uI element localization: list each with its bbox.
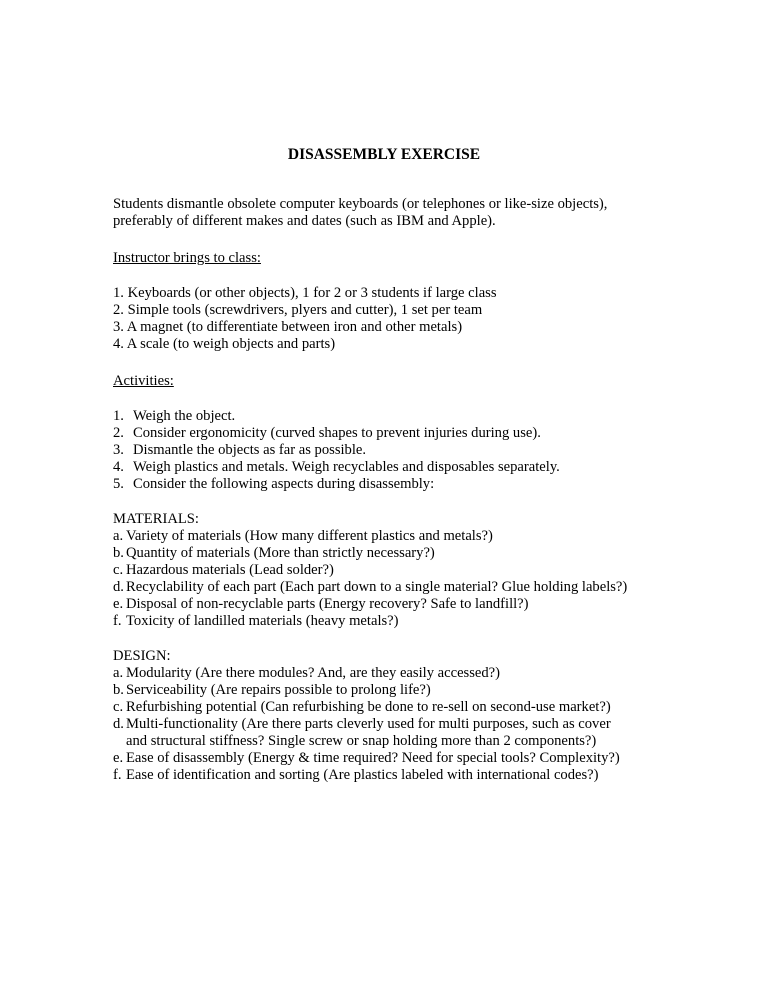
instructor-item: 4. A scale (to weigh objects and parts) xyxy=(113,336,336,352)
materials-item: f. Toxicity of landilled materials (heavy metals?) xyxy=(113,613,399,629)
design-item-line: and structural stiffness? Single screw or snap holding more than 2 components?) xyxy=(126,733,597,749)
design-item: b. Serviceability (Are repairs possible to prolong life?) xyxy=(113,682,431,698)
activity-item: 1. Weigh the object. xyxy=(113,408,236,424)
intro-line: preferably of different makes and dates (such as IBM and Apple). xyxy=(113,213,496,229)
instructor-list xyxy=(113,285,713,353)
activities-list xyxy=(113,408,713,493)
design-item-line: Multi-functionality (Are there parts cleverly used for multi purposes, such as cover xyxy=(126,716,611,732)
design-item: a. Modularity (Are there modules? And, are they easily accessed?) xyxy=(113,665,501,681)
materials-item: c. Hazardous materials (Lead solder?) xyxy=(113,562,334,578)
instructor-item: 2. Simple tools (screwdrivers, plyers and cutter), 1 set per team xyxy=(113,302,483,318)
materials-item: d. Recyclability of each part (Each part down to a single material? Glue holding labels?) xyxy=(113,579,628,595)
intro-line: Students dismantle obsolete computer keyboards (or telephones or like-size objects), xyxy=(113,196,608,212)
instructor-item: 3. A magnet (to differentiate between iron and other metals) xyxy=(113,319,463,335)
activity-item: 5. Consider the following aspects during disassembly: xyxy=(113,476,435,492)
design-item: d. Multi-functionality (Are there parts cleverly used for multi purposes, such as cover and structural stiffness? Single screw or snap holding more than 2 components?) xyxy=(113,716,713,750)
activities-heading-text: Activities: xyxy=(113,373,174,389)
instructor-heading-text: Instructor brings to class: xyxy=(113,250,261,266)
materials-item: a. Variety of materials (How many different plastics and metals?) xyxy=(113,528,493,544)
document-title: DISASSEMBLY EXERCISE xyxy=(287,146,481,163)
design-item: c. Refurbishing potential (Can refurbishing be done to re-sell on second-use market?) xyxy=(113,699,611,715)
activities-heading xyxy=(113,373,713,390)
materials-heading: MATERIALS: xyxy=(113,511,199,527)
materials-item: e. Disposal of non-recyclable parts (Energy recovery? Safe to landfill?) xyxy=(113,596,529,612)
activity-item: 2. Consider ergonomicity (curved shapes to prevent injuries during use). xyxy=(113,425,541,441)
activity-item: 3. Dismantle the objects as far as possible. xyxy=(113,442,367,458)
intro-paragraph xyxy=(113,196,713,230)
activity-item: 4. Weigh plastics and metals. Weigh recyclables and disposables separately. xyxy=(113,459,560,475)
design-item: e. Ease of disassembly (Energy & time required? Need for special tools? Complexity?) xyxy=(113,750,620,766)
materials-item: b. Quantity of materials (More than strictly necessary?) xyxy=(113,545,435,561)
instructor-item: 1. Keyboards (or other objects), 1 for 2 or 3 students if large class xyxy=(113,285,497,301)
materials-section xyxy=(113,511,713,630)
design-section xyxy=(113,648,713,784)
instructor-heading xyxy=(113,250,713,267)
design-heading: DESIGN: xyxy=(113,648,171,664)
design-item: f. Ease of identification and sorting (Are plastics labeled with international codes?) xyxy=(113,767,599,783)
